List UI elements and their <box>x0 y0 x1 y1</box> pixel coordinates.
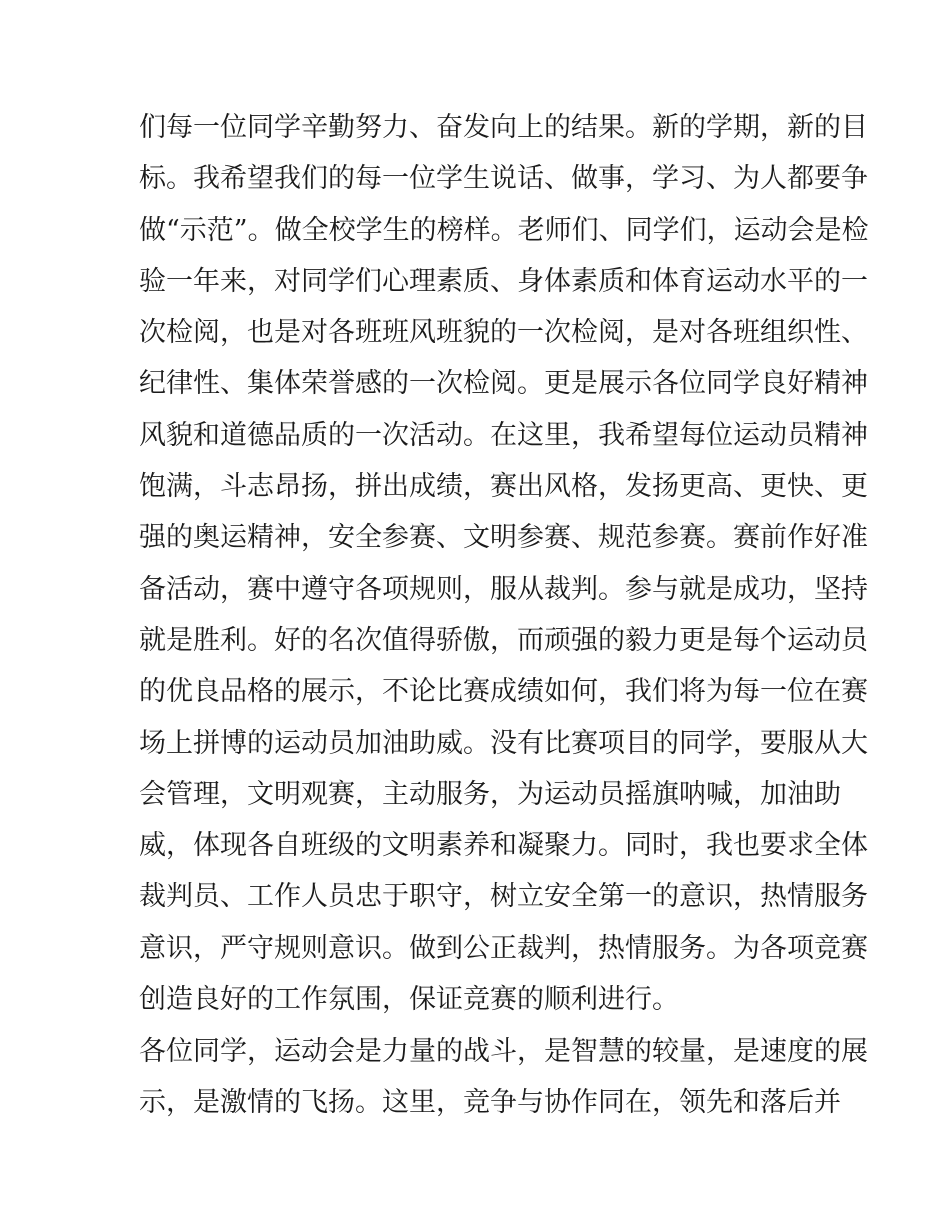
text-line: 各位同学，运动会是力量的战斗，是智慧的较量，是速度的展 <box>139 1036 868 1067</box>
text-line: 意识，严守规则意识。做到公正裁判，热情服务。为各项竞赛 <box>139 932 868 964</box>
text-line: 场上拼博的运动员加油助威。没有比赛项目的同学，要服从大 <box>139 727 868 759</box>
text-line: 标。我希望我们的每一位学生说话、做事，学习、为人都要争 <box>139 163 868 195</box>
text-line: 威，体现各自班级的文明素养和凝聚力。同时，我也要求全体 <box>139 830 868 862</box>
text-line: 会管理，文明观赛，主动服务，为运动员摇旗呐喊，加油助 <box>139 778 841 810</box>
text-line: 们每一位同学辛勤努力、奋发向上的结果。新的学期，新的目 <box>139 112 868 143</box>
text-line: 强的奥运精神，安全参赛、文明参赛、规范参赛。赛前作好准 <box>139 522 868 554</box>
text-line: 的优良品格的展示，不论比赛成绩如何，我们将为每一位在赛 <box>139 676 868 708</box>
paragraph-1 <box>139 102 869 1025</box>
text-line: 饱满，斗志昂扬，拼出成绩，赛出风格，发扬更高、更快、更 <box>139 471 868 503</box>
text-line: 做“示范”。做全校学生的榜样。老师们、同学们，运动会是检 <box>139 214 869 246</box>
text-line: 创造良好的工作氛围，保证竞赛的顺利进行。 <box>139 984 679 1016</box>
text-line: 风貌和道德品质的一次活动。在这里，我希望每位运动员精神 <box>139 419 868 451</box>
text-line: 纪律性、集体荣誉感的一次检阅。更是展示各位同学良好精神 <box>139 368 868 400</box>
text-line: 就是胜利。好的名次值得骄傲，而顽强的毅力更是每个运动员 <box>139 624 868 656</box>
text-line: 验一年来，对同学们心理素质、身体素质和体育运动水平的一 <box>139 265 868 297</box>
text-line: 备活动，赛中遵守各项规则，服从裁判。参与就是成功，坚持 <box>139 573 868 605</box>
text-line: 次检阅，也是对各班班风班貌的一次检阅，是对各班组织性、 <box>139 317 868 349</box>
text-line: 示，是激情的飞扬。这里，竞争与协作同在，领先和落后并 <box>139 1087 841 1119</box>
text-line: 裁判员、工作人员忠于职守，树立安全第一的意识，热情服务 <box>139 881 868 913</box>
paragraph-2 <box>139 1026 868 1129</box>
